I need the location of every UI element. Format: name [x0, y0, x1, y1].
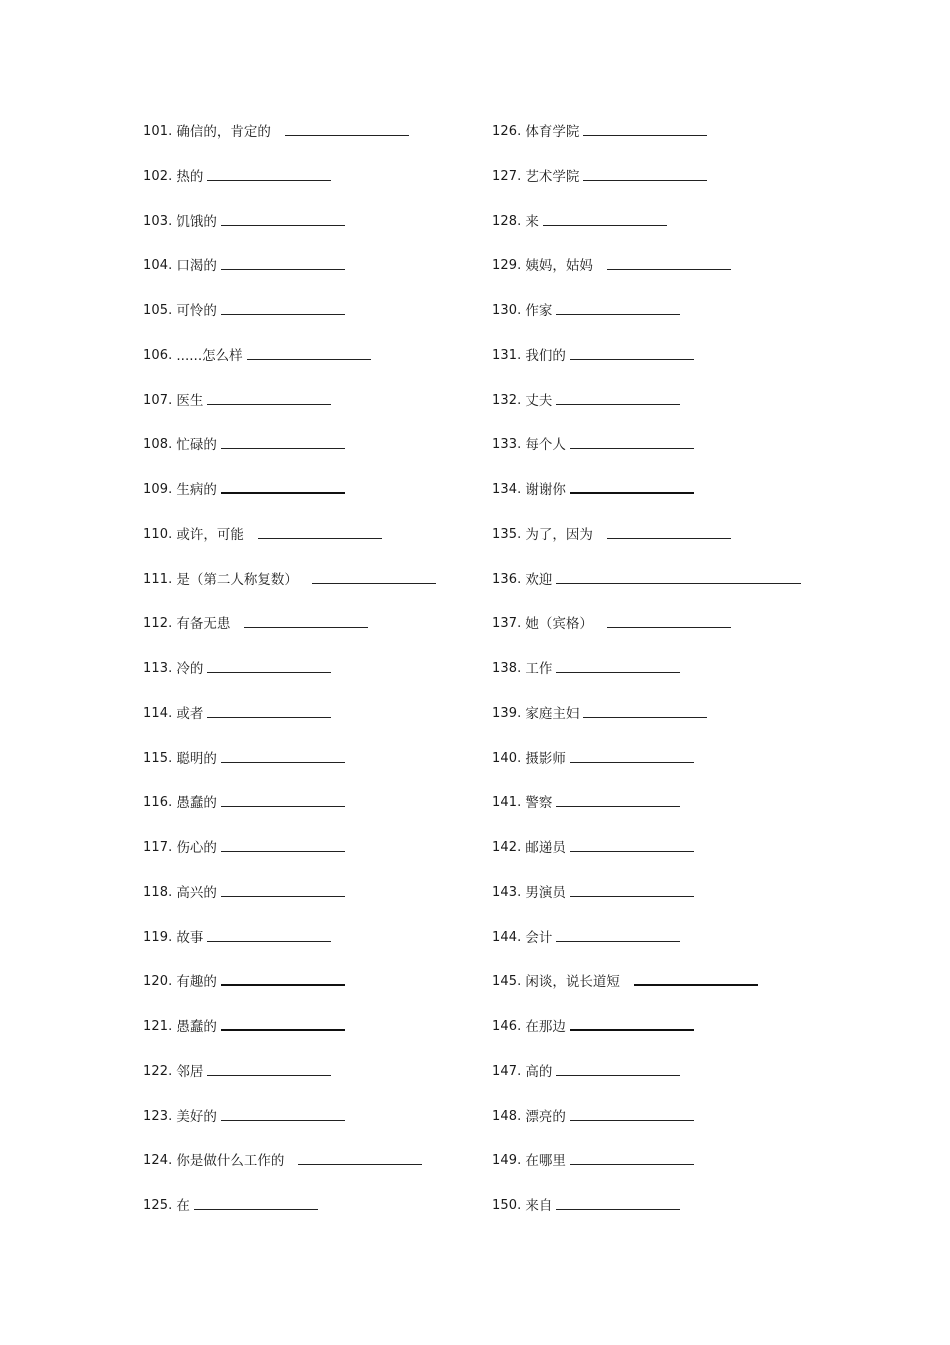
item-term: 忙碌的	[176, 437, 217, 454]
item-term: 体育学院	[525, 124, 580, 140]
vocab-item	[492, 253, 822, 298]
answer-blank[interactable]	[570, 343, 694, 360]
item-term: 愚蠢的	[176, 1019, 217, 1035]
item-number: 118.	[143, 884, 173, 900]
item-term: 丈夫	[525, 392, 553, 409]
vocab-column-right	[492, 119, 822, 1238]
answer-blank[interactable]	[570, 1104, 694, 1121]
item-term: 欢迎	[525, 571, 553, 588]
item-term: 作家	[525, 303, 553, 319]
item-number: 109.	[143, 482, 173, 497]
item-term: 姨妈，姑妈	[525, 258, 593, 275]
vocab-item	[143, 1014, 473, 1059]
item-number: 102.	[143, 168, 173, 184]
answer-blank[interactable]	[221, 432, 345, 449]
item-term: 邻居	[176, 1063, 204, 1080]
item-term: 高兴的	[176, 884, 217, 901]
item-number: 111.	[143, 571, 173, 587]
answer-blank[interactable]	[221, 1014, 345, 1031]
vocab-item	[143, 1104, 473, 1149]
item-number: 105.	[143, 303, 173, 318]
item-term: 或者	[176, 705, 204, 722]
answer-blank[interactable]	[607, 611, 731, 628]
vocab-item	[143, 835, 473, 880]
answer-blank[interactable]	[556, 567, 801, 584]
vocab-item	[143, 298, 473, 343]
item-number: 130.	[492, 303, 522, 318]
item-term: 美好的	[176, 1108, 217, 1125]
item-number: 131.	[492, 347, 522, 363]
item-number: 145.	[492, 974, 522, 990]
vocab-item	[143, 253, 473, 298]
item-number: 110.	[143, 526, 173, 542]
item-number: 128.	[492, 213, 522, 229]
vocab-item	[143, 343, 473, 388]
item-term: 会计	[525, 929, 553, 946]
item-term: 她（宾格）	[525, 616, 593, 633]
item-term: 有备无患	[176, 616, 231, 633]
vocab-item	[143, 969, 473, 1014]
item-term: 每个人	[525, 437, 566, 454]
vocab-item	[143, 656, 473, 701]
answer-blank[interactable]	[583, 164, 707, 181]
vocab-item	[492, 925, 822, 970]
vocab-item	[492, 567, 822, 612]
item-number: 136.	[492, 571, 522, 587]
item-term: 热的	[176, 168, 204, 185]
vocab-item	[492, 746, 822, 791]
answer-blank[interactable]	[221, 209, 345, 226]
answer-blank[interactable]	[570, 746, 694, 763]
vocab-item	[143, 1193, 473, 1238]
answer-blank[interactable]	[543, 209, 667, 226]
item-number: 108.	[143, 437, 173, 453]
item-number: 138.	[492, 661, 522, 676]
item-number: 104.	[143, 258, 173, 274]
answer-blank[interactable]	[570, 477, 694, 494]
answer-blank[interactable]	[556, 925, 680, 942]
answer-blank[interactable]	[570, 880, 694, 897]
item-number: 141.	[492, 795, 522, 811]
vocab-item	[143, 925, 473, 970]
vocab-item	[492, 119, 822, 164]
item-term: 高的	[525, 1063, 553, 1080]
item-number: 143.	[492, 884, 522, 900]
item-term: 口渴的	[176, 258, 217, 275]
vocab-column-left	[143, 119, 473, 1238]
item-number: 125.	[143, 1198, 173, 1213]
vocab-item	[492, 388, 822, 433]
item-term: 漂亮的	[525, 1108, 566, 1125]
vocab-item	[143, 119, 473, 164]
vocab-item	[143, 701, 473, 746]
vocab-item	[492, 656, 822, 701]
vocab-item	[492, 611, 822, 656]
item-term: 为了，因为	[525, 526, 593, 543]
item-term: 故事	[176, 929, 204, 946]
answer-blank[interactable]	[570, 432, 694, 449]
vocab-item	[143, 1148, 473, 1193]
answer-blank[interactable]	[194, 1193, 318, 1210]
item-number: 124.	[143, 1153, 173, 1169]
vocab-item	[143, 567, 473, 612]
vocab-item	[143, 164, 473, 209]
item-term: 艺术学院	[525, 168, 580, 185]
vocab-item	[492, 701, 822, 746]
item-number: 129.	[492, 258, 522, 274]
vocab-item	[492, 522, 822, 567]
answer-blank[interactable]	[312, 567, 436, 584]
answer-blank[interactable]	[556, 790, 680, 807]
answer-blank[interactable]	[221, 298, 345, 315]
item-number: 120.	[143, 974, 173, 990]
vocab-item	[492, 969, 822, 1014]
item-term: 冷的	[176, 661, 204, 677]
item-number: 112.	[143, 616, 173, 632]
answer-blank[interactable]	[298, 1148, 422, 1165]
item-term: 或许，可能	[176, 526, 244, 543]
vocab-item	[492, 432, 822, 477]
answer-blank[interactable]	[634, 969, 758, 986]
vocab-item	[143, 522, 473, 567]
item-number: 137.	[492, 616, 522, 632]
item-term: 医生	[176, 392, 204, 409]
item-term: 我们的	[525, 347, 566, 364]
vocab-item	[492, 343, 822, 388]
item-term: 家庭主妇	[525, 705, 580, 722]
answer-blank[interactable]	[221, 790, 345, 807]
item-number: 144.	[492, 929, 522, 945]
item-term: 饥饿的	[176, 213, 217, 230]
item-term: 在那边	[525, 1019, 566, 1035]
item-term: 确信的，肯定的	[176, 124, 271, 140]
answer-blank[interactable]	[207, 1059, 331, 1076]
vocab-item	[492, 209, 822, 254]
item-term: 在哪里	[525, 1153, 566, 1170]
vocab-item	[492, 1148, 822, 1193]
item-term: 男演员	[525, 884, 566, 901]
answer-blank[interactable]	[221, 746, 345, 763]
item-term: 闲谈，说长道短	[525, 974, 620, 991]
answer-blank[interactable]	[207, 701, 331, 718]
vocab-item	[143, 432, 473, 477]
item-term: 生病的	[176, 482, 217, 498]
item-number: 116.	[143, 795, 173, 811]
item-term: 有趣的	[176, 974, 217, 991]
vocab-item	[143, 880, 473, 925]
item-term: 来	[525, 213, 539, 230]
answer-blank[interactable]	[207, 656, 331, 673]
item-number: 127.	[492, 168, 522, 184]
answer-blank[interactable]	[285, 119, 409, 136]
item-term: 谢谢你	[525, 482, 566, 498]
answer-blank[interactable]	[570, 1148, 694, 1165]
answer-blank[interactable]	[556, 1059, 680, 1076]
vocab-item	[143, 1059, 473, 1104]
item-number: 133.	[492, 437, 522, 453]
answer-blank[interactable]	[221, 880, 345, 897]
answer-blank[interactable]	[207, 388, 331, 405]
answer-blank[interactable]	[556, 298, 680, 315]
answer-blank[interactable]	[207, 925, 331, 942]
item-number: 126.	[492, 124, 522, 139]
answer-blank[interactable]	[583, 119, 707, 136]
vocab-item	[143, 209, 473, 254]
item-term: 来自	[525, 1198, 553, 1214]
answer-blank[interactable]	[221, 835, 345, 852]
item-number: 115.	[143, 750, 173, 766]
item-term: 是（第二人称复数）	[176, 571, 298, 588]
vocab-item	[492, 477, 822, 522]
vocab-item	[492, 790, 822, 835]
vocab-item	[492, 1059, 822, 1104]
item-term: 工作	[525, 661, 553, 677]
answer-blank[interactable]	[221, 969, 345, 986]
vocab-item	[492, 164, 822, 209]
answer-blank[interactable]	[221, 1104, 345, 1121]
answer-blank[interactable]	[556, 388, 680, 405]
item-term: 伤心的	[176, 840, 217, 856]
item-number: 139.	[492, 705, 522, 721]
vocab-item	[143, 790, 473, 835]
item-term: 聪明的	[176, 750, 217, 767]
vocab-item	[492, 1014, 822, 1059]
answer-blank[interactable]	[570, 835, 694, 852]
vocab-item	[143, 611, 473, 656]
item-term: 可怜的	[176, 303, 217, 319]
answer-blank[interactable]	[556, 656, 680, 673]
item-number: 149.	[492, 1153, 522, 1169]
answer-blank[interactable]	[258, 522, 382, 539]
vocab-item	[492, 1193, 822, 1238]
vocab-item	[492, 880, 822, 925]
item-number: 132.	[492, 392, 522, 408]
item-number: 117.	[143, 840, 173, 855]
item-term: 愚蠢的	[176, 795, 217, 812]
answer-blank[interactable]	[221, 477, 345, 494]
item-number: 121.	[143, 1019, 173, 1034]
item-number: 101.	[143, 124, 173, 139]
item-number: 135.	[492, 526, 522, 542]
item-term: ......怎么样	[176, 347, 243, 364]
item-number: 148.	[492, 1108, 522, 1124]
item-term: 你是做什么工作的	[176, 1153, 285, 1170]
answer-blank[interactable]	[207, 164, 331, 181]
item-number: 142.	[492, 840, 522, 855]
answer-blank[interactable]	[583, 701, 707, 718]
item-number: 113.	[143, 661, 173, 676]
item-number: 119.	[143, 929, 173, 945]
item-term: 邮递员	[525, 840, 566, 856]
item-number: 123.	[143, 1108, 173, 1124]
answer-blank[interactable]	[244, 611, 368, 628]
item-number: 114.	[143, 705, 173, 721]
item-term: 在	[176, 1198, 190, 1214]
vocab-item	[492, 298, 822, 343]
vocab-item	[492, 1104, 822, 1149]
item-number: 147.	[492, 1063, 522, 1079]
item-number: 106.	[143, 347, 173, 363]
answer-blank[interactable]	[570, 1014, 694, 1031]
item-number: 122.	[143, 1063, 173, 1079]
item-number: 134.	[492, 482, 522, 497]
vocab-item	[143, 388, 473, 433]
item-number: 107.	[143, 392, 173, 408]
vocab-item	[492, 835, 822, 880]
vocab-item	[143, 746, 473, 791]
item-number: 140.	[492, 750, 522, 766]
answer-blank[interactable]	[247, 343, 371, 360]
item-number: 103.	[143, 213, 173, 229]
answer-blank[interactable]	[221, 253, 345, 270]
item-number: 150.	[492, 1198, 522, 1213]
vocab-item	[143, 477, 473, 522]
answer-blank[interactable]	[556, 1193, 680, 1210]
answer-blank[interactable]	[607, 253, 731, 270]
item-term: 摄影师	[525, 750, 566, 767]
answer-blank[interactable]	[607, 522, 731, 539]
item-term: 警察	[525, 795, 553, 812]
item-number: 146.	[492, 1019, 522, 1034]
